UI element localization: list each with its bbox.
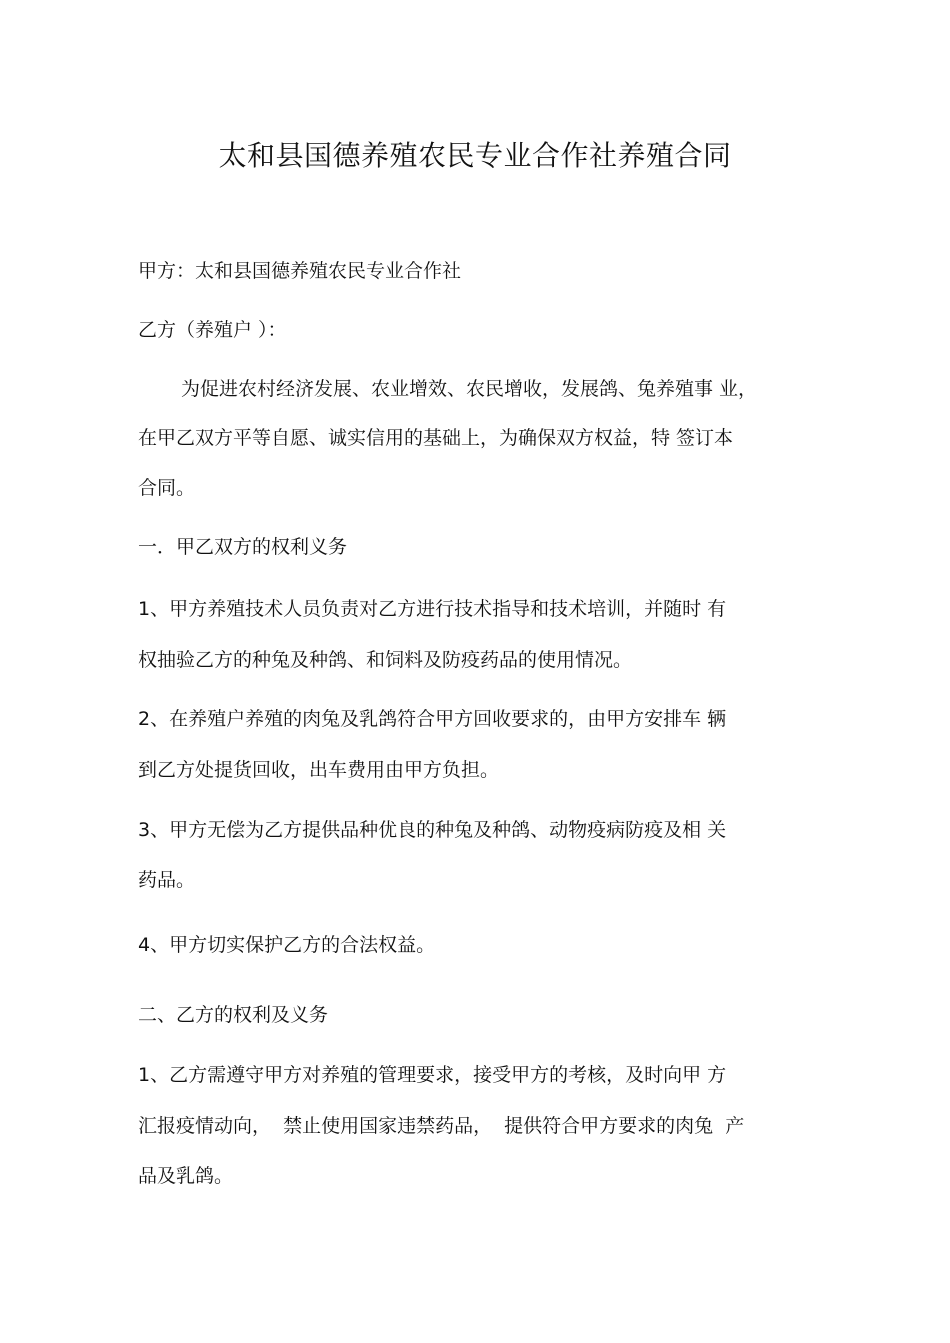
section-1-item-1-line-1: 1、甲方养殖技术人员负责对乙方进行技术指导和技术培训，并随时 有 [138, 598, 727, 620]
section-2-item-1-line-1: 1、乙方需遵守甲方对养殖的管理要求，接受甲方的考核，及时向甲 方 [138, 1064, 727, 1086]
section-1-item-3-line-2: 药品。 [138, 869, 196, 891]
section-1-item-1-line-2: 权抽验乙方的种兔及种鸽、和饲料及防疫药品的使用情况。 [138, 649, 633, 671]
party-a-line: 甲方：太和县国德养殖农民专业合作社 [138, 260, 462, 282]
section-1-item-3-line-1: 3、甲方无偿为乙方提供品种优良的种兔及种鸽、动物疫病防疫及相 关 [138, 819, 727, 841]
section-1-heading: 一．甲乙双方的权利义务 [138, 536, 348, 558]
party-b-line: 乙方（养殖户 ）： [138, 319, 287, 341]
section-1-item-2-line-1: 2、在养殖户养殖的肉兔及乳鸽符合甲方回收要求的，由甲方安排车 辆 [138, 708, 727, 730]
preamble-line-2: 在甲乙双方平等自愿、诚实信用的基础上，为确保双方权益，特 签订本 [138, 427, 734, 449]
section-1-item-4-line-1: 4、甲方切实保护乙方的合法权益。 [138, 934, 436, 956]
section-2-heading: 二、乙方的权利及义务 [138, 1004, 329, 1026]
section-2-item-1-line-3: 品及乳鸽。 [138, 1165, 234, 1187]
document-title: 太和县国德养殖农民专业合作社养殖合同 [218, 139, 732, 172]
preamble-line-1: 为促进农村经济发展、农业增效、农民增收，发展鸽、兔养殖事 业， [181, 378, 758, 400]
section-2-item-1-line-2: 汇报疫情动向， 禁止使用国家违禁药品， 提供符合甲方要求的肉兔 产 [138, 1115, 745, 1137]
preamble-line-3: 合同。 [138, 477, 196, 499]
section-1-item-2-line-2: 到乙方处提货回收，出车费用由甲方负担。 [138, 759, 500, 781]
